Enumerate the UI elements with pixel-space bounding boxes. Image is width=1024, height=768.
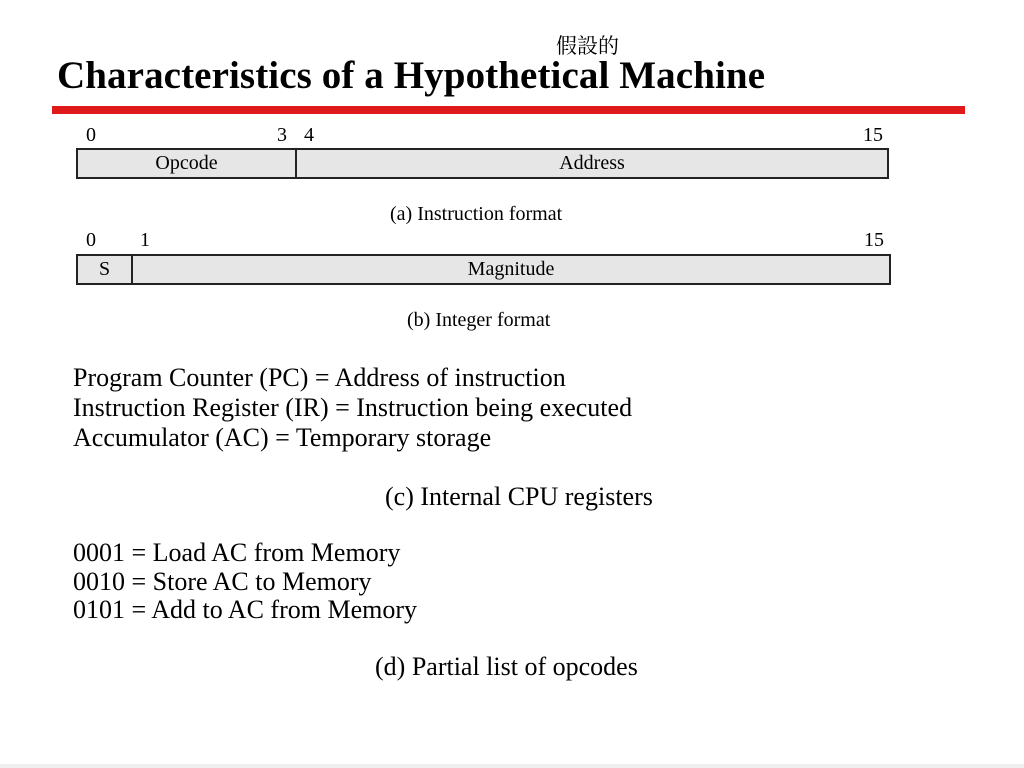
bit-label-3: 3 (277, 124, 287, 146)
slide-title: Characteristics of a Hypothetical Machine (57, 54, 766, 97)
register-line-pc: Program Counter (PC) = Address of instruction (73, 363, 566, 392)
magnitude-field: Magnitude (467, 258, 555, 280)
instruction-format-caption: (a) Instruction format (390, 203, 563, 225)
registers-caption: (c) Internal CPU registers (385, 482, 653, 511)
address-field: Address (559, 152, 625, 174)
bit-label-0: 0 (86, 124, 96, 146)
title-annotation: 假設的 (556, 34, 619, 58)
opcode-field: Opcode (155, 152, 218, 174)
opcode-line-add: 0101 = Add to AC from Memory (73, 595, 417, 624)
bit-label-0: 0 (86, 229, 96, 251)
bit-label-15: 15 (863, 124, 883, 146)
title-underline (52, 106, 965, 114)
slide-bottom-edge (0, 764, 1024, 768)
bit-label-1: 1 (140, 229, 150, 251)
integer-format-caption: (b) Integer format (407, 309, 551, 331)
integer-word-box (76, 254, 891, 285)
bit-label-15: 15 (864, 229, 884, 251)
register-line-ir: Instruction Register (IR) = Instruction being executed (73, 393, 633, 422)
opcode-line-load: 0001 = Load AC from Memory (73, 538, 401, 567)
opcodes-caption: (d) Partial list of opcodes (375, 652, 638, 681)
instruction-word-box (76, 148, 889, 179)
opcode-line-store: 0010 = Store AC to Memory (73, 567, 372, 596)
bit-label-4: 4 (304, 124, 314, 146)
register-line-ac: Accumulator (AC) = Temporary storage (73, 423, 492, 452)
sign-field: S (98, 258, 111, 280)
